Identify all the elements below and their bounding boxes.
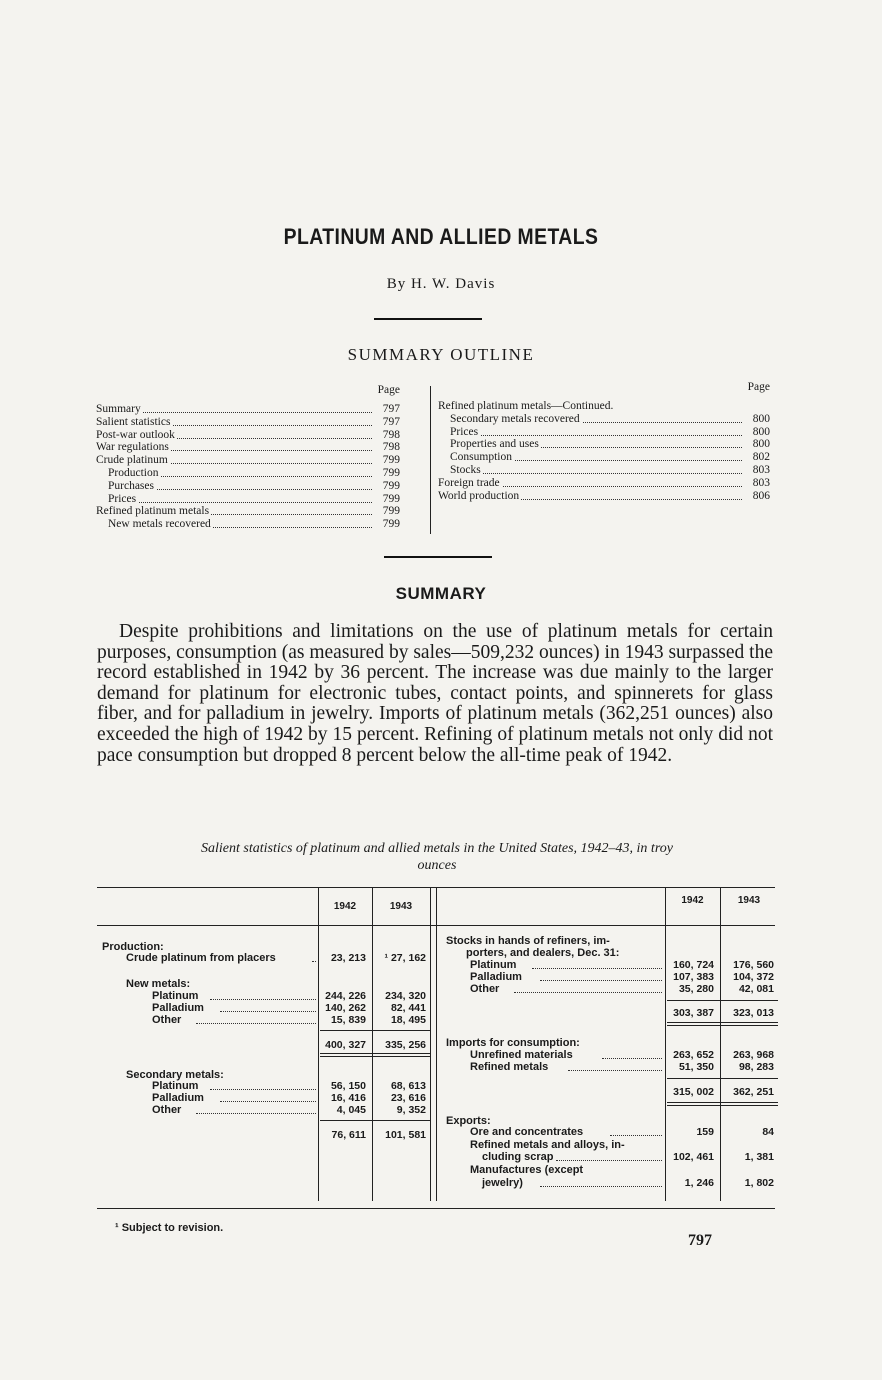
- table-value: 15, 839: [330, 1014, 366, 1026]
- table-value: 1, 246: [684, 1177, 714, 1189]
- outline-entry-label: Purchases: [108, 479, 154, 492]
- table-row-label: Other: [152, 1104, 182, 1116]
- outline-entry-page: 799: [376, 518, 400, 531]
- outline-entry-page: 798: [376, 441, 400, 454]
- outline-entry-label: Prices: [450, 425, 479, 438]
- col-header-1942: 1942: [681, 895, 704, 906]
- section-label: Imports for consumption:: [446, 1037, 580, 1049]
- table-bottom-rule: [97, 1208, 775, 1209]
- table-value: 1, 802: [744, 1177, 774, 1189]
- outline-entry-page: 806: [746, 490, 770, 503]
- outline-entry-label: Stocks: [450, 463, 481, 476]
- table-row-label: Platinum: [152, 990, 199, 1002]
- table-value: 82, 441: [390, 1002, 426, 1014]
- outline-entry-page: 802: [746, 451, 770, 464]
- table-value: 244, 226: [325, 990, 366, 1002]
- table-value: 42, 081: [738, 983, 774, 995]
- table-value: 98, 283: [738, 1061, 774, 1073]
- table-value: 76, 611: [331, 1129, 366, 1141]
- table-value: 56, 150: [330, 1080, 366, 1092]
- table-row-label: Unrefined materials: [470, 1049, 573, 1061]
- outline-entry-page: 799: [376, 454, 400, 467]
- table-value: 176, 560: [733, 959, 774, 971]
- table-value: 84: [762, 1126, 774, 1138]
- col-header-1943: 1943: [389, 901, 413, 912]
- page-column-label: Page: [747, 381, 770, 393]
- outline-entry-label: Production: [108, 466, 159, 479]
- outline-entry-label: Salient statistics: [96, 415, 171, 428]
- table-caption: Salient statistics of platinum and allied metals in the United States, 1942–43, in troy ounces: [201, 841, 673, 873]
- table-row-label: Manufactures (except: [470, 1164, 584, 1176]
- table-row-label: Other: [152, 1014, 182, 1026]
- section-label: New metals:: [126, 978, 191, 990]
- table-value: 263, 968: [733, 1049, 774, 1061]
- table-value: 104, 372: [733, 971, 774, 983]
- table-value: 400, 327: [325, 1039, 366, 1051]
- table-row-label: Other: [470, 983, 500, 995]
- section-label: porters, and dealers, Dec. 31:: [466, 947, 620, 959]
- table-value: 234, 320: [385, 990, 426, 1002]
- outline-entry-page: 799: [376, 480, 400, 493]
- table-value: 107, 383: [673, 971, 714, 983]
- summary-paragraph: Despite prohibitions and limitations on the use of platinum metals for certain purposes, consumption (as measured by sales—509,232 ounces) in 1943 surpassed the record established in 1942 by 36 percent. The increase was due mainly to the larger demand for platinum for electronic tubes, contact points, and spinnerets for glass fiber, and for palladium in jewelry. Imports of platinum metals (362,251 ounces) also exceeded the high of 1942 by 15 percent. Refining of platinum metals not only did not pace consumption but dropped 8 percent below the all-time peak of 1942.: [97, 621, 773, 766]
- table-value: 159: [696, 1126, 714, 1138]
- outline-entry-page: 800: [746, 438, 770, 451]
- table-value: 323, 013: [733, 1007, 774, 1019]
- table-row-label: Platinum: [470, 959, 517, 971]
- outline-entry-page: 800: [746, 426, 770, 439]
- table-value: ¹ 27, 162: [384, 952, 426, 964]
- table-row-label: Palladium: [152, 1002, 204, 1014]
- table-row-label: Ore and concentrates: [470, 1126, 584, 1138]
- table-value: 68, 613: [390, 1080, 426, 1092]
- outline-entry-label: War regulations: [96, 441, 169, 454]
- outline-heading: SUMMARY OUTLINE: [347, 345, 535, 364]
- outline-entry-label: Consumption: [450, 451, 512, 464]
- outline-entry-page: 799: [376, 467, 400, 480]
- page-number: 797: [688, 1232, 712, 1249]
- table-value: 1, 381: [744, 1151, 774, 1163]
- table-value: 23, 616: [390, 1092, 426, 1104]
- outline-entry-page: 797: [376, 416, 400, 429]
- outline-entry-label: Summary: [96, 403, 141, 415]
- section-label: Exports:: [446, 1115, 491, 1127]
- table-value: 51, 350: [678, 1061, 714, 1073]
- outline-entry-page: 800: [746, 413, 770, 426]
- outline-entry-label: Secondary metals recovered: [450, 412, 580, 425]
- table-row-label: Palladium: [470, 971, 522, 983]
- footnote: ¹ Subject to revision.: [115, 1222, 224, 1234]
- table-row-label: cluding scrap: [482, 1151, 554, 1163]
- section-label: Production:: [102, 941, 164, 953]
- table-value: 23, 213: [330, 952, 366, 964]
- table-value: 9, 352: [396, 1104, 426, 1116]
- table-value: 362, 251: [733, 1086, 774, 1098]
- outline-entry-label: Crude platinum: [96, 454, 168, 467]
- section-label: Stocks in hands of refiners, im-: [446, 935, 610, 947]
- table-row-label: Palladium: [152, 1092, 204, 1104]
- table-row-label: Refined metals and alloys, in-: [470, 1139, 625, 1151]
- outline-entry-label: Prices: [108, 492, 137, 505]
- table-value: 160, 724: [673, 959, 714, 971]
- table-value: 101, 581: [385, 1129, 426, 1141]
- outline-entry-label: Post-war outlook: [96, 428, 175, 441]
- table-value: 102, 461: [673, 1151, 714, 1163]
- col-header-1942: 1942: [333, 901, 357, 912]
- table-value: 4, 045: [336, 1104, 366, 1116]
- page-column-label: Page: [377, 384, 400, 396]
- outline-entry-label: Foreign trade: [438, 476, 500, 489]
- table-row-label: Platinum: [152, 1080, 199, 1092]
- table-value: 315, 002: [673, 1086, 714, 1098]
- outline-entry-label: Refined platinum metals: [96, 505, 210, 518]
- outline-entry-label: New metals recovered: [108, 518, 211, 531]
- table-value: 335, 256: [385, 1039, 426, 1051]
- outline-continued: Refined platinum metals—Continued.: [438, 400, 614, 412]
- col-header-1943: 1943: [737, 895, 761, 906]
- table-value: 35, 280: [678, 983, 714, 995]
- outline-entry-page: 803: [746, 464, 770, 477]
- outline-entry-label: Properties and uses: [450, 438, 539, 451]
- table-row-label: Crude platinum from placers: [126, 952, 276, 964]
- outline-entry-page: 799: [376, 493, 400, 506]
- outline-entry-page: 798: [376, 429, 400, 442]
- table-value: 16, 416: [330, 1092, 366, 1104]
- outline-entry-page: 803: [746, 477, 770, 490]
- summary-heading: SUMMARY: [395, 584, 487, 603]
- table-value: 18, 495: [390, 1014, 426, 1026]
- table-value: 140, 262: [325, 1002, 366, 1014]
- byline: By H. W. Davis: [386, 276, 496, 292]
- outline-entry-page: 797: [376, 403, 400, 416]
- table-value: 303, 387: [673, 1007, 714, 1019]
- outline-entry-page: 799: [376, 505, 400, 518]
- outline-entry-label: World production: [438, 489, 520, 502]
- table-row-label: Refined metals: [470, 1061, 549, 1073]
- table-value: 263, 652: [673, 1049, 714, 1061]
- section-label: Secondary metals:: [126, 1069, 224, 1081]
- table-row-label: jewelry): [482, 1177, 523, 1189]
- page-title: PLATINUM AND ALLIED METALS: [283, 224, 599, 249]
- outline-left-column: [96, 384, 400, 531]
